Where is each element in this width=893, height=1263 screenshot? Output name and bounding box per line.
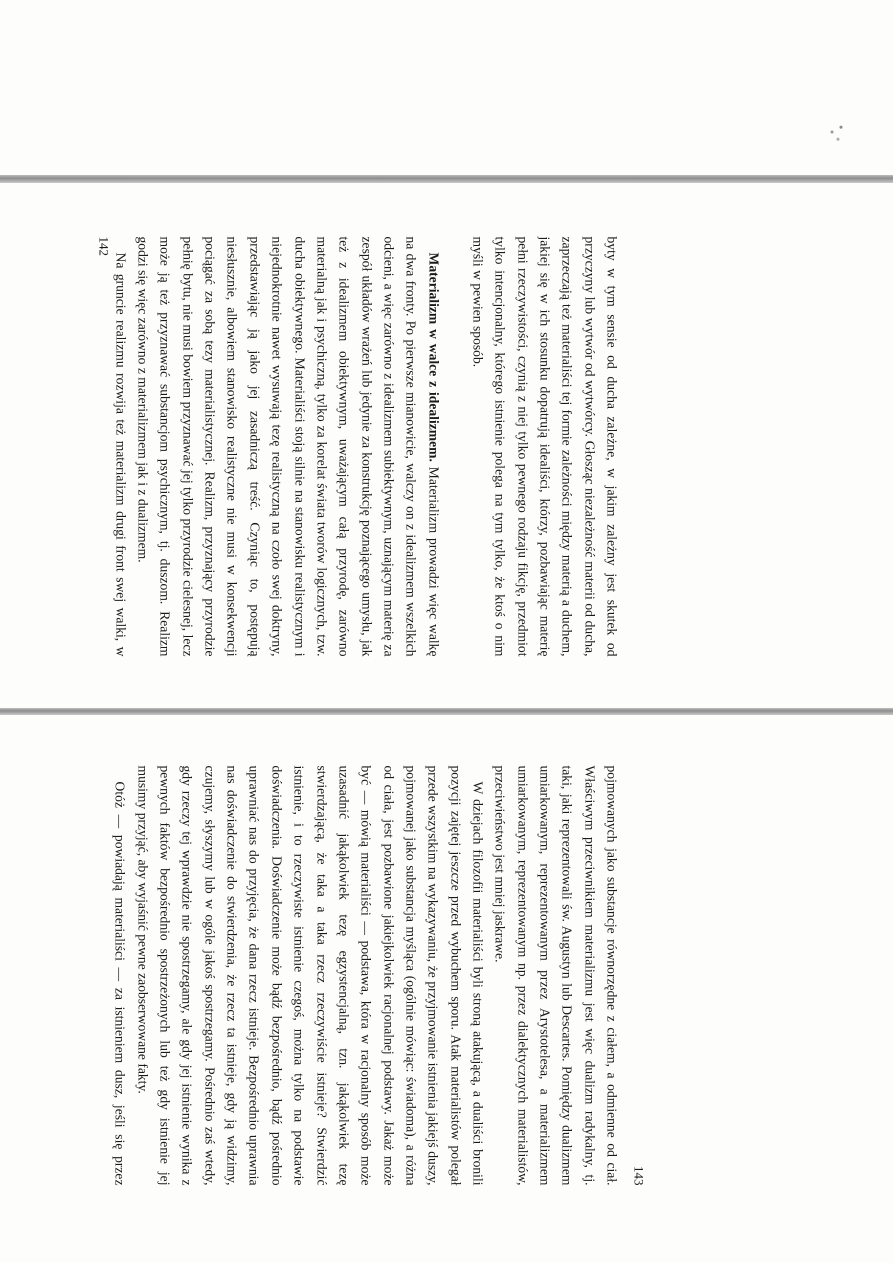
- page-142-body: [113, 237, 623, 657]
- paragraph: Otóż — powiadają materialiści — za istnieniem dusz, jeśli się przez: [112, 781, 128, 1186]
- paragraph: Na gruncie realizmu rozwija też materializm drugi front swej walki, w: [113, 252, 129, 657]
- scan-noise: [820, 120, 850, 144]
- page-143-body: [113, 766, 623, 1186]
- page-number: 142: [96, 236, 112, 256]
- page-142: [98, 237, 623, 657]
- paragraph: W dziejach filozofii materialiści byli stroną atakującą, a dualiści bronili pozycji zajętej jeszcze przed wybuchem sporu. Atak materialistów polegał przede wszystkim na wykazywaniu, że przyjmowanie istnienia jakiejś duszy, pojmowanej jako substancja myśląca (ogólnie mówiąc: świadoma), a różna od ciała, jest pozbawione jakiejkolwiek racjonalnej podstawy. Jakaż może być — mówią materialiści — podstawa, która w racjonalny sposób może uzasadnić jakąkolwiek tezę egzystencjalną, tzn. jakąkolwiek tezę stwierdzającą, że taka a taka rzecz rzeczywiście istnieje? Stwierdzić istnienie, i to rzeczywiste istnienie czegoś, można tylko na podstawie doświadczenia. Doświadczenie może bądź bezpośrednio, bądź pośrednio uprawniać nas do przyjęcia, że dana rzecz istnieje. Bezpośrednio uprawnia nas doświadczenie do stwierdzenia, że rzecz ta istnieje, gdy ją widzimy, czujemy, słyszymy lub w ogóle jakoś spostrzegamy. Pośrednio zaś wtedy, gdy rzeczy tej wprawdzie nie spostrzegamy, ale gdy jej istnienie wynika z pewnych faktów bezpośrednio spostrzeżonych lub też gdy istnienie jej musimy przyjąć, aby wyjaśnić pewne zaobserwowane fakty.: [135, 765, 486, 1186]
- page-number: 143: [631, 1166, 647, 1186]
- paragraph: pojmowanych jako substancje równorzędne z ciałem, a odmienne od ciał. Właściwym przeciwnikiem materializmu jest więc dualizm radykalny, tj. taki, jaki reprezentowali św. Augustyn lub Descartes. Pomiędzy dualizmem umiarkowanym, reprezentowanym przez Arystotelesa, a materializmem umiarkowanym, reprezentowanym np. przez dialektycznych materialistów, przeciwieństwo jest mniej jaskrawe.: [492, 765, 620, 1186]
- section-body: Materializm prowadzi więc walkę na dwa fronty. Po pierwsze mianowicie, walczy on z idealizmem wszelkich odcieni, a więc zarówno z idealizmem subiektywnym, uznającym materię za zespół układów wrażeń lub jedynie za konstrukcję poznającego umysłu, jak też z idealizmem obiektywnym, uważającym całą przyrodę, zarówno materialną jak i psychiczną, tylko za korelat świata tworów logicznych, tzw. ducha obiektywnego. Materialiści stoją silnie na stanowisku realistycznym i niejednokrotnie nawet wysuwają tezę realistyczną na czoło swej doktryny, przedstawiając ją jako jej zasadniczą treść. Czyniąc to, postępują niesłusznie, albowiem stanowisko realistyczne nie musi w konsekwencji pociągać za sobą tezy materialistycznej. Realizm, przyznający przyrodzie pełnię bytu, nie musi bowiem przyznawać jej tylko przyrodzie cielesnej, lecz może ją też przyznawać substancjom psychicznym, tj. duszom. Realizm godzi się więc zarówno z materializmem jak i z dualizmem.: [135, 236, 442, 657]
- paragraph: byty w tym sensie od ducha zależne, w jakim zależny jest skutek od przyczyny lub wytwór od wytwórcy. Głosząc niezależność materii od ducha, zaprzeczają też materialiści tej formie zależności między materią a duchem, jakiej się w ich stosunku dopatrują idealiści, którzy, pozbawiając materię pełni rzeczywistości, czynią z niej tylko pewnego rodzaju fikcję, przedmiot tylko intencjonalny, którego istnienie polega na tym tylko, że ktoś o nim myśli w pewien sposób.: [470, 236, 620, 657]
- section-heading: Materializm w walce z idealizmem.: [426, 252, 442, 462]
- page-143: [98, 765, 647, 1186]
- section-paragraph: [131, 237, 444, 657]
- spine-shadow-top: [0, 175, 893, 183]
- spine-shadow-middle: [0, 708, 893, 715]
